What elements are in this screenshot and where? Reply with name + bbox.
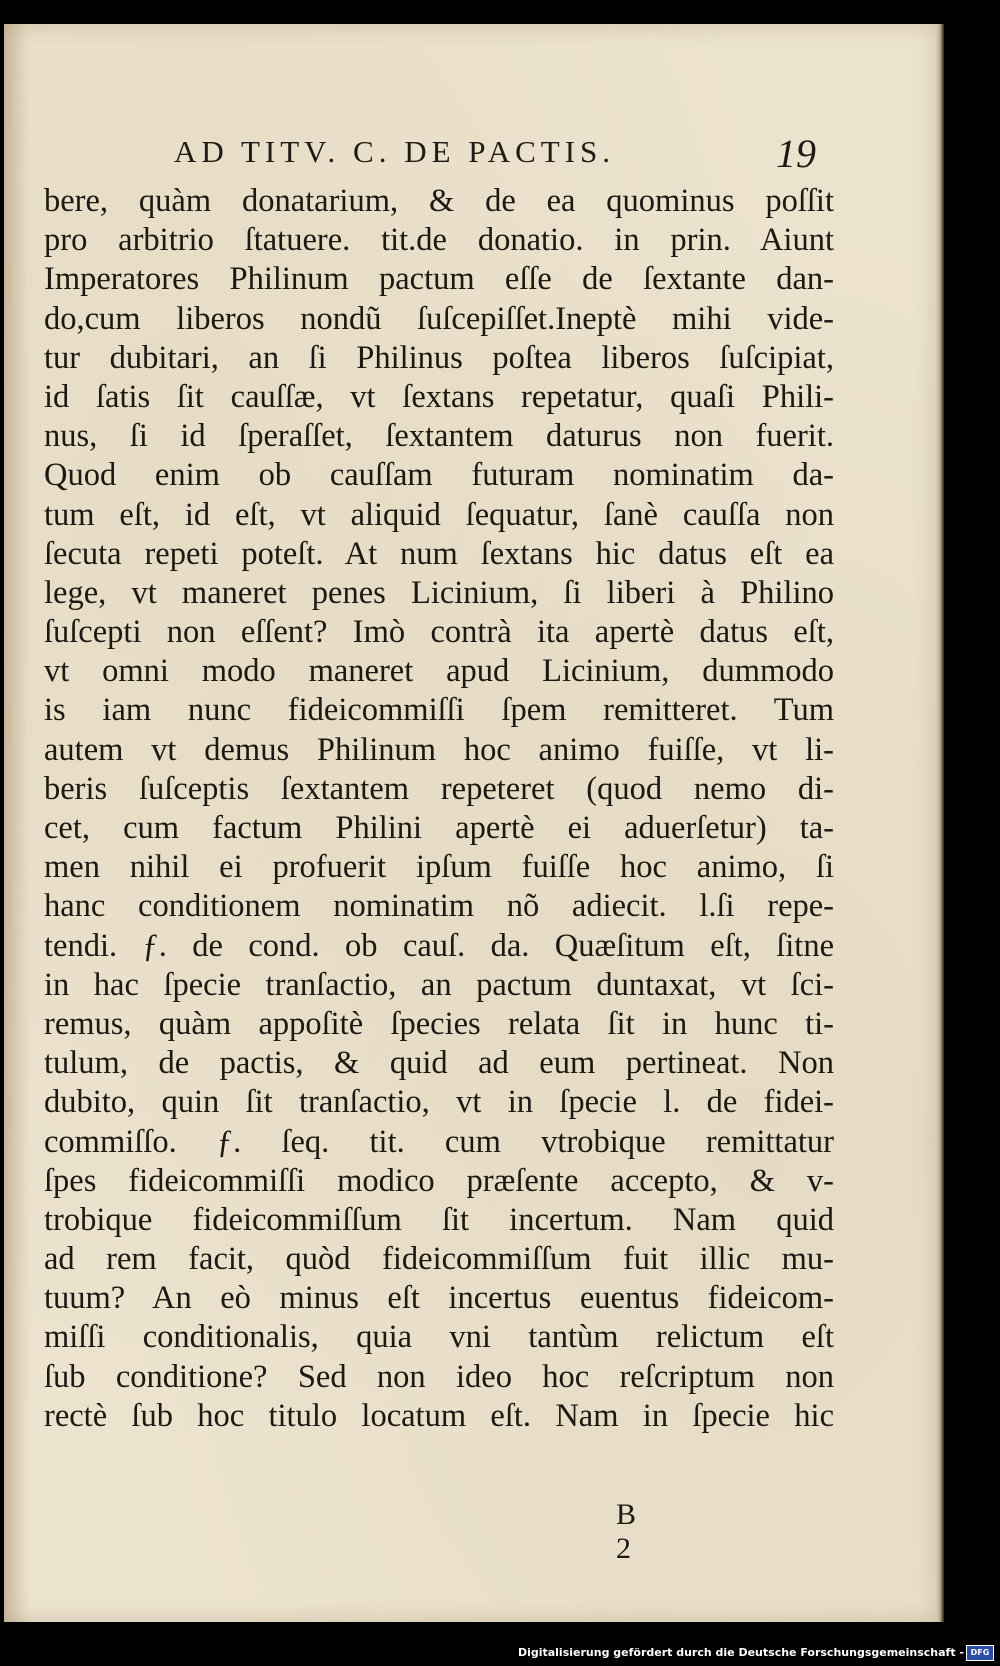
text-line: ſuſcepti non eſſent? Imò contrà ita apertè datus eſt,	[44, 614, 834, 651]
text-line: tur dubitari, an ſi Philinus poſtea liberos ſuſcipiat,	[44, 339, 834, 376]
text-line: is iam nunc fideicommiſſi ſpem remitteret. Tum	[44, 692, 834, 729]
text-line: Imperatores Philinum pactum eſſe de ſextante dan-	[44, 261, 834, 298]
text-line: tuum? An eò minus eſt incertus euentus fideicom-	[44, 1280, 834, 1317]
text-line: ſpes fideicommiſſi modico præſente accepto, & v-	[44, 1162, 834, 1199]
text-line: remus, quàm appoſitè ſpecies relata ſit in hunc ti-	[44, 1005, 834, 1042]
text-line: rectè ſub hoc titulo locatum eſt. Nam in ſpecie hic	[44, 1397, 834, 1434]
text-line: in hac ſpecie tranſactio, an pactum duntaxat, vt ſci-	[44, 966, 834, 1003]
text-line: miſſi conditionalis, quia vni tantùm relictum eſt	[44, 1319, 834, 1356]
text-line: tulum, de pactis, & quid ad eum pertineat. Non	[44, 1045, 834, 1082]
text-line: id ſatis ſit cauſſæ, vt ſextans repetatur, quaſi Phili-	[44, 378, 834, 415]
text-line: cet, cum factum Philini apertè ei aduerſetur) ta-	[44, 810, 834, 846]
funding-credit: Digitalisierung gefördert durch die Deutsche Forschungsgemeinschaft -	[517, 1646, 964, 1659]
text-line: beris ſuſceptis ſextantem repeteret (quod nemo di-	[44, 770, 834, 807]
book-page	[4, 24, 936, 1622]
text-line: ſecuta repeti poteſt. At num ſextans hic datus eſt ea	[44, 535, 834, 572]
body-text	[44, 182, 834, 1436]
text-line: dubito, quin ſit tranſactio, vt in ſpecie l. de fidei-	[44, 1084, 834, 1121]
digitization-footer	[0, 1640, 1000, 1666]
text-line: tendi. ƒ. de cond. ob cauſ. da. Quæſitum eſt, ſitne	[44, 927, 834, 964]
text-line: ad rem facit, quòd fideicommiſſum fuit illic mu-	[44, 1241, 834, 1278]
text-line: do,cum liberos nondũ ſuſcepiſſet.Ineptè mihi vide-	[44, 300, 834, 337]
text-line: lege, vt maneret penes Licinium, ſi liberi à Philino	[44, 574, 834, 611]
text-line: pro arbitrio ſtatuere. tit.de donatio. in prin. Aiunt	[44, 222, 834, 259]
text-line: tum eſt, id eſt, vt aliquid ſequatur, ſanè cauſſa non	[44, 496, 834, 533]
text-line: trobique fideicommiſſum ſit incertum. Nam quid	[44, 1201, 834, 1238]
text-line: vt omni modo maneret apud Licinium, dummodo	[44, 653, 834, 690]
text-line: bere, quàm donatarium, & de ea quominus poſſit	[44, 183, 834, 219]
text-line: Quod enim ob cauſſam futuram nominatim da-	[44, 457, 834, 494]
text-line: commiſſo. ƒ. ſeq. tit. cum vtrobique remittatur	[44, 1123, 834, 1160]
page-number: 19	[776, 131, 816, 176]
text-line: ſub conditione? Sed non ideo hoc reſcriptum non	[44, 1358, 834, 1395]
page-edge	[936, 24, 944, 1622]
running-head: AD TITV. C. DE PACTIS.	[174, 134, 616, 169]
dfg-logo: DFG	[966, 1645, 994, 1661]
text-line: men nihil ei profuerit ipſum fuiſſe hoc animo, ſi	[44, 849, 834, 886]
text-line: hanc conditionem nominatim nõ adiecit. l.ſi repe-	[44, 888, 834, 925]
text-line: nus, ſi id ſperaſſet, ſextantem daturus non fuerit.	[44, 418, 834, 455]
signature-mark: B 2	[616, 1498, 647, 1565]
text-line: autem vt demus Philinum hoc animo fuiſſe, vt li-	[44, 731, 834, 768]
